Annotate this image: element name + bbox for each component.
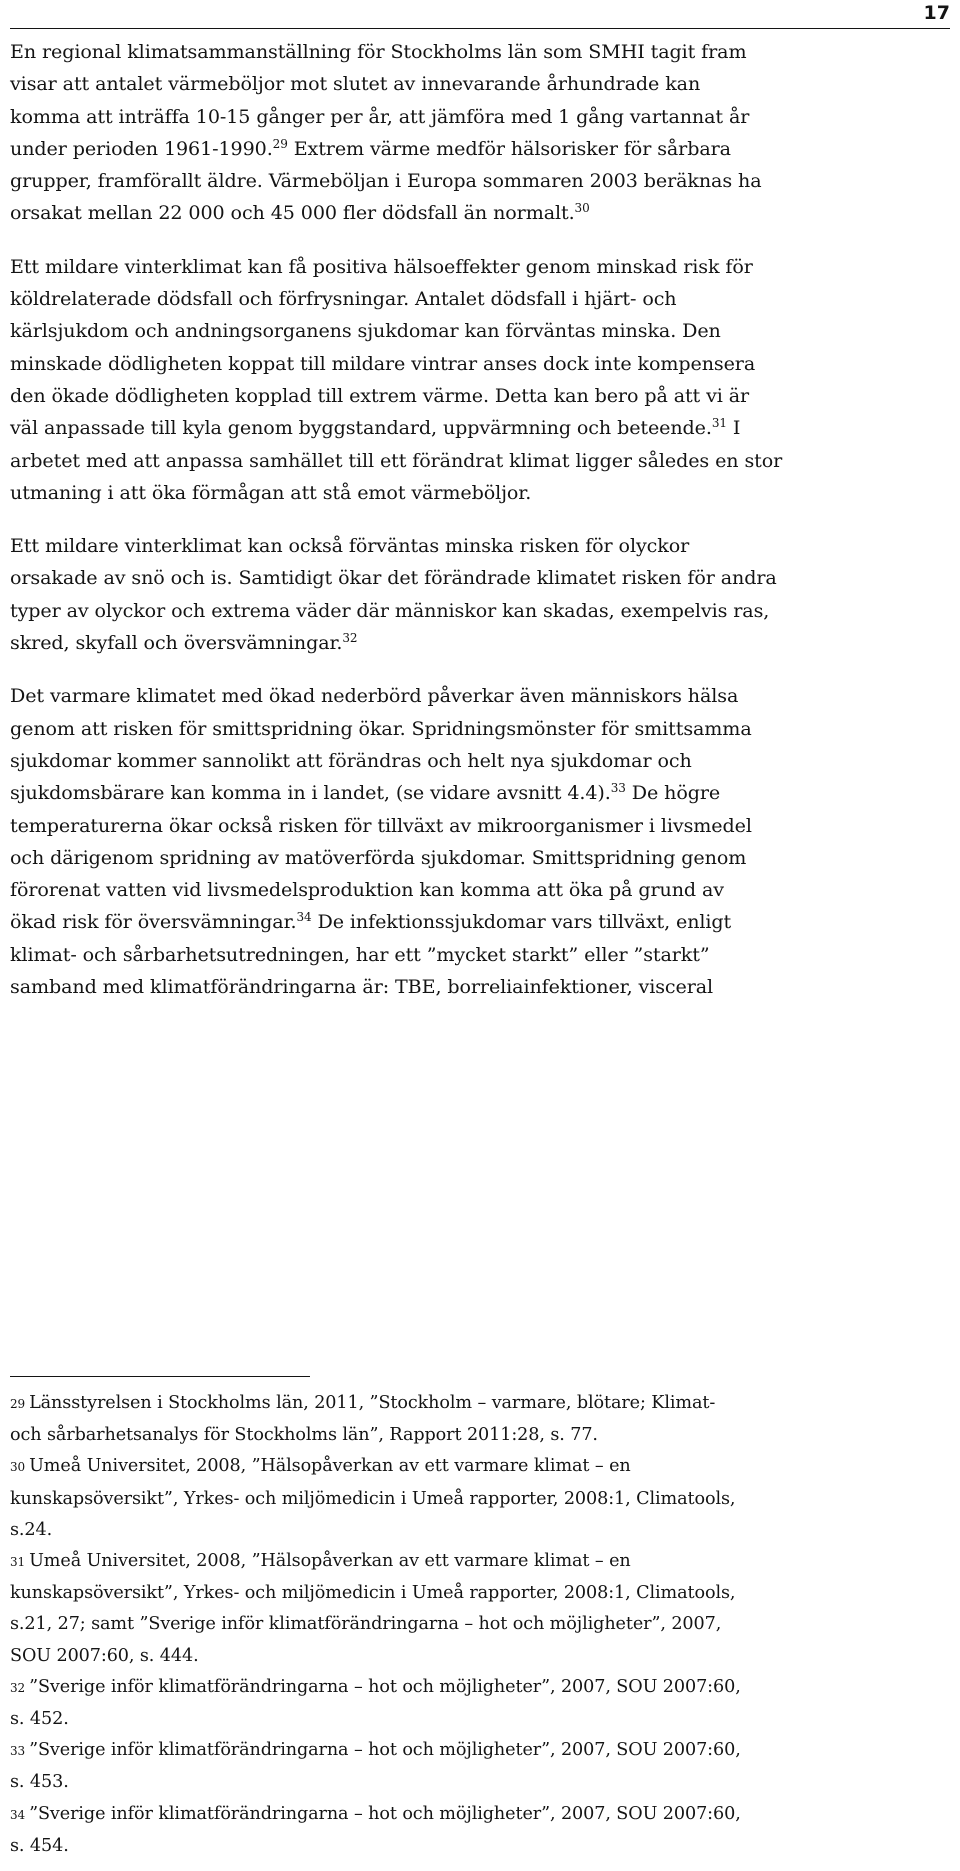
- footnote: [10, 1672, 950, 1735]
- footnote-line: s. 454.: [10, 1835, 69, 1856]
- text-line: den ökade dödligheten kopplad till extrem värme. Detta kan bero på att vi är: [10, 383, 750, 407]
- footnote-ref: 34: [296, 910, 312, 925]
- text-line: klimat- och sårbarhetsutredningen, har ett ”mycket starkt” eller ”starkt”: [10, 942, 710, 966]
- footnote-line: s.21, 27; samt ”Sverige inför klimatförändringarna – hot och möjligheter”, 2007,: [10, 1614, 722, 1635]
- text-line: köldrelaterade dödsfall och förfrysningar. Antalet dödsfall i hjärt- och: [10, 287, 677, 311]
- paragraph: [10, 36, 950, 230]
- footnote: [10, 1388, 950, 1451]
- footnote-number: 32: [10, 1680, 26, 1695]
- footnote: [10, 1735, 950, 1798]
- text-line: En regional klimatsammanställning för Stockholms län som SMHI tagit fram: [10, 40, 747, 63]
- footnote-line: s.24.: [10, 1519, 53, 1540]
- text-line: temperaturerna ökar också risken för tillväxt av mikroorganismer i livsmedel: [10, 813, 752, 837]
- footnote-ref: 31: [711, 416, 727, 431]
- text-line: skred, skyfall och översvämningar.$^{32}$: [10, 631, 358, 655]
- paragraph: [10, 251, 950, 509]
- text-line: ökad risk för översvämningar.$^{34}$ De infektionssjukdomar vars tillväxt, enligt: [10, 910, 732, 934]
- footnote: [10, 1451, 950, 1546]
- footnote-line: ”Sverige inför klimatförändringarna – hot och möjligheter”, 2007, SOU 2007:60,: [29, 1740, 741, 1761]
- text-line: sjukdomsbärare kan komma in i landet, (se vidare avsnitt 4.4).$^{33}$ De högre: [10, 781, 721, 805]
- text-line: väl anpassade till kyla genom byggstandard, uppvärmning och beteende.$^{31}$ I: [10, 416, 741, 440]
- paragraph: [10, 530, 950, 659]
- text-line: Ett mildare vinterklimat kan få positiva hälsoeffekter genom minskad risk för: [10, 254, 753, 278]
- footnote-number: 31: [10, 1555, 26, 1570]
- text-line: grupper, framförallt äldre. Värmeböljan i Europa sommaren 2003 beräknas ha: [10, 169, 762, 193]
- text-line: komma att inträffa 10-15 gånger per år, att jämföra med 1 gång vartannat år: [10, 104, 750, 128]
- footnote-number: 34: [10, 1807, 26, 1822]
- page-number: 17: [923, 2, 950, 24]
- text-line: Det varmare klimatet med ökad nederbörd påverkar även människors hälsa: [10, 684, 739, 708]
- text-line: orsakat mellan 22 000 och 45 000 fler dödsfall än normalt.$^{30}$: [10, 201, 590, 225]
- footnote-number: 29: [10, 1397, 26, 1411]
- header-rule: [10, 28, 950, 29]
- text-line: kärlsjukdom och andningsorganens sjukdomar kan förväntas minska. Den: [10, 319, 721, 343]
- text-line: utmaning i att öka förmågan att stå emot värmeböljor.: [10, 480, 532, 504]
- footnote-ref: 32: [342, 631, 358, 646]
- footnote-line: Umeå Universitet, 2008, ”Hälsopåverkan av ett varmare klimat – en: [29, 1456, 631, 1477]
- text-line: typer av olyckor och extrema väder där människor kan skadas, exempelvis ras,: [10, 598, 770, 622]
- footnote-line: ”Sverige inför klimatförändringarna – hot och möjligheter”, 2007, SOU 2007:60,: [29, 1676, 741, 1697]
- footnote-line: Länsstyrelsen i Stockholms län, 2011, ”Stockholm – varmare, blötare; Klimat-: [29, 1393, 716, 1413]
- text-line: samband med klimatförändringarna är: TBE, borreliainfektioner, visceral: [10, 975, 714, 999]
- footnote-rule: [10, 1376, 310, 1377]
- text-line: förorenat vatten vid livsmedelsproduktion kan komma att öka på grund av: [10, 878, 724, 902]
- footnote-line: kunskapsöversikt”, Yrkes- och miljömedicin i Umeå rapporter, 2008:1, Climatools,: [10, 1488, 736, 1509]
- footnote-line: och sårbarhetsanalys för Stockholms län”, Rapport 2011:28, s. 77.: [10, 1425, 598, 1446]
- footnote-line: Umeå Universitet, 2008, ”Hälsopåverkan av ett varmare klimat – en: [29, 1551, 631, 1572]
- footnote-line: kunskapsöversikt”, Yrkes- och miljömedicin i Umeå rapporter, 2008:1, Climatools,: [10, 1583, 736, 1604]
- footnote-number: 30: [10, 1460, 26, 1475]
- text-line: under perioden 1961-1990.29 Extrem värme medför hälsorisker för sårbara: [10, 136, 731, 160]
- body-text: [10, 36, 950, 1024]
- text-line: orsakade av snö och is. Samtidigt ökar det förändrade klimatet risken för andra: [10, 566, 777, 590]
- footnote-ref: 33: [610, 781, 626, 796]
- text-line: arbetet med att anpassa samhället till ett förändrat klimat ligger således en stor: [10, 448, 783, 472]
- text-line: Ett mildare vinterklimat kan också förväntas minska risken för olyckor: [10, 534, 690, 558]
- footnote-line: s. 452.: [10, 1709, 69, 1730]
- footnote-line: ”Sverige inför klimatförändringarna – hot och möjligheter”, 2007, SOU 2007:60,: [29, 1803, 741, 1824]
- footnote: [10, 1799, 950, 1862]
- text-line: och därigenom spridning av matöverförda sjukdomar. Smittspridning genom: [10, 845, 747, 869]
- footnote-number: 33: [10, 1744, 26, 1759]
- footnote: [10, 1546, 950, 1672]
- text-line: minskade dödligheten koppat till mildare vintrar anses dock inte kompensera: [10, 351, 756, 375]
- text-line: visar att antalet värmeböljor mot slutet av innevarande århundrade kan: [10, 72, 701, 96]
- text-line: sjukdomar kommer sannolikt att förändras och helt nya sjukdomar och: [10, 748, 692, 772]
- footnote-line: s. 453.: [10, 1772, 69, 1793]
- footnote-ref: 29: [272, 136, 288, 151]
- paragraph: [10, 680, 950, 1003]
- text-line: genom att risken för smittspridning ökar. Spridningsmönster för smittsamma: [10, 716, 752, 740]
- footnotes: [10, 1388, 950, 1862]
- footnote-ref: 30: [574, 201, 590, 216]
- footnote-line: SOU 2007:60, s. 444.: [10, 1645, 199, 1666]
